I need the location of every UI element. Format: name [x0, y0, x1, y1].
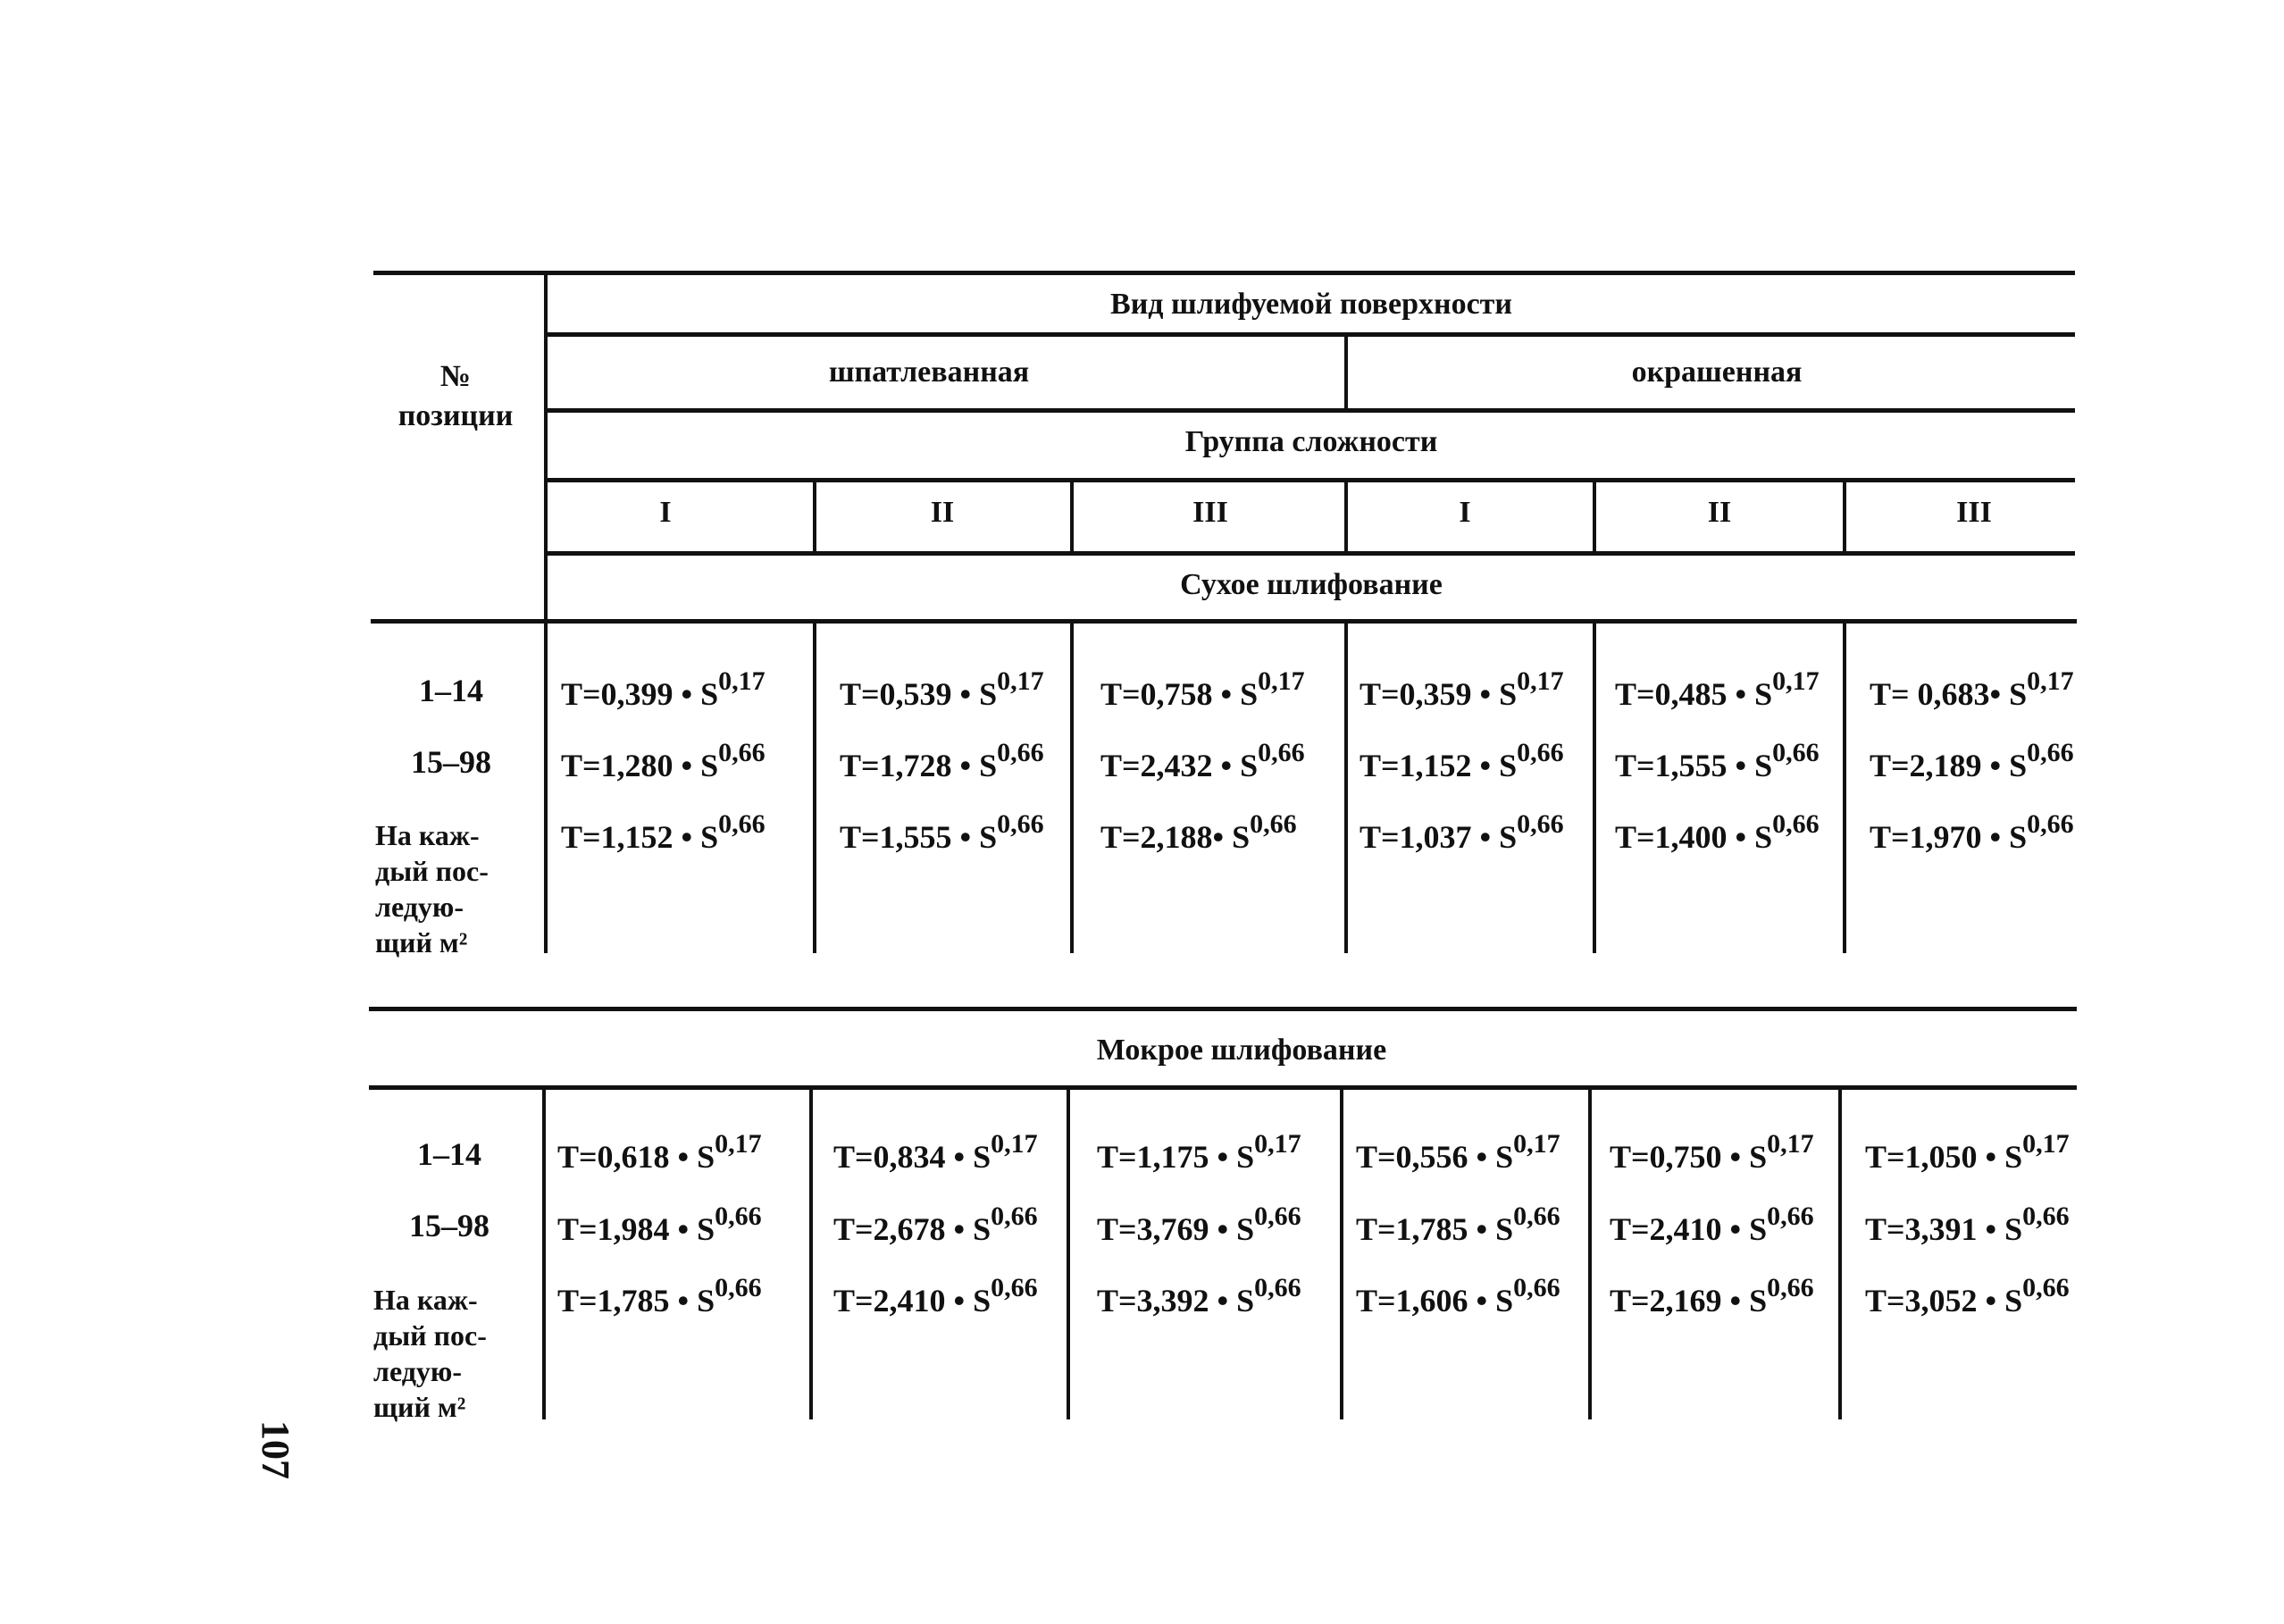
dry-formula-r2-c5: T=1,555 • S$^{0,66}$: [1615, 738, 1820, 783]
group-header-1: I: [659, 496, 672, 529]
group-divider-4: [1593, 480, 1596, 555]
dry-col-divider-3: [1344, 621, 1348, 953]
wet-formula-r1-c6: T=1,050 • S$^{0,17}$: [1865, 1129, 2070, 1175]
rule-under-groups: [546, 551, 2075, 556]
wet-section-title: Мокрое шлифование: [1096, 1034, 1387, 1067]
group-header-6: III: [1956, 496, 1992, 529]
wet-formula-r1-c3: T=1,175 • S$^{0,17}$: [1097, 1129, 1301, 1175]
dry-section-title: Сухое шлифование: [1180, 568, 1443, 601]
position-column-divider: [544, 271, 548, 621]
dry-formula-r1-c5: T=0,485 • S$^{0,17}$: [1615, 666, 1820, 712]
wet-position-1: 1–14: [417, 1136, 481, 1172]
dry-formula-r1-c1: T=0,399 • S$^{0,17}$: [561, 666, 766, 712]
wet-formula-r2-c5: T=2,410 • S$^{0,66}$: [1610, 1201, 1814, 1247]
wet-formula-r3-c1: T=1,785 • S$^{0,66}$: [557, 1273, 762, 1318]
dry-col-divider-2: [1070, 621, 1074, 953]
dry-formula-r1-c3: T=0,758 • S$^{0,17}$: [1100, 666, 1305, 712]
rule-under-surface-type: [546, 332, 2075, 337]
dry-col-divider-1: [813, 621, 816, 953]
dry-formula-r2-c4: T=1,152 • S$^{0,66}$: [1360, 738, 1564, 783]
dry-position-3: На каж- дый пос- ледую- щий м²: [375, 819, 489, 958]
wet-formula-r3-c5: T=2,169 • S$^{0,66}$: [1610, 1273, 1814, 1318]
dry-formula-r1-c2: T=0,539 • S$^{0,17}$: [840, 666, 1044, 712]
wet-formula-r3-c3: T=3,392 • S$^{0,66}$: [1097, 1273, 1301, 1318]
wet-col-divider-0: [542, 1087, 546, 1419]
surface-puttied-header: шпатлеванная: [828, 356, 1030, 389]
dry-formula-r2-c3: T=2,432 • S$^{0,66}$: [1100, 738, 1305, 783]
dry-formula-r3-c6: T=1,970 • S$^{0,66}$: [1870, 809, 2074, 855]
rule-under-dry-title: [371, 619, 2077, 624]
wet-formula-r3-c4: T=1,606 • S$^{0,66}$: [1356, 1273, 1560, 1318]
wet-formula-r1-c5: T=0,750 • S$^{0,17}$: [1610, 1129, 1814, 1175]
wet-col-divider-5: [1838, 1087, 1842, 1419]
wet-col-divider-3: [1340, 1087, 1343, 1419]
wet-formula-r1-c4: T=0,556 • S$^{0,17}$: [1356, 1129, 1560, 1175]
wet-formula-r1-c2: T=0,834 • S$^{0,17}$: [833, 1129, 1038, 1175]
group-divider-5: [1843, 480, 1846, 555]
surface-painted-header: окрашенная: [1631, 356, 1803, 389]
dry-formula-r3-c3: T=2,188• S$^{0,66}$: [1100, 809, 1297, 855]
dry-formula-r3-c5: T=1,400 • S$^{0,66}$: [1615, 809, 1820, 855]
surface-divider: [1344, 334, 1348, 411]
wet-position-2: 15–98: [409, 1208, 489, 1243]
group-header-3: III: [1192, 496, 1228, 529]
group-divider-2: [1070, 480, 1074, 555]
group-divider-3: [1344, 480, 1348, 555]
table-top-rule: [373, 271, 2075, 275]
dry-formula-r3-c1: T=1,152 • S$^{0,66}$: [561, 809, 766, 855]
wet-formula-r2-c2: T=2,678 • S$^{0,66}$: [833, 1201, 1038, 1247]
rule-above-wet-title: [369, 1007, 2077, 1011]
complexity-group-header: Группа сложности: [1184, 425, 1438, 458]
rule-under-surface: [546, 408, 2075, 413]
dry-formula-r2-c1: T=1,280 • S$^{0,66}$: [561, 738, 766, 783]
dry-formula-r3-c2: T=1,555 • S$^{0,66}$: [840, 809, 1044, 855]
group-header-4: I: [1459, 496, 1471, 529]
wet-col-divider-1: [809, 1087, 813, 1419]
wet-formula-r1-c1: T=0,618 • S$^{0,17}$: [557, 1129, 762, 1175]
dry-formula-r2-c2: T=1,728 • S$^{0,66}$: [840, 738, 1044, 783]
wet-col-divider-2: [1067, 1087, 1070, 1419]
dry-formula-r3-c4: T=1,037 • S$^{0,66}$: [1360, 809, 1564, 855]
dry-col-divider-5: [1843, 621, 1846, 953]
surface-type-header: Вид шлифуемой поверхности: [1110, 288, 1512, 321]
wet-formula-r2-c6: T=3,391 • S$^{0,66}$: [1865, 1201, 2070, 1247]
dry-position-2: 15–98: [411, 744, 491, 780]
page-number: 107: [254, 1420, 297, 1479]
dry-position-1: 1–14: [419, 673, 483, 708]
wet-formula-r3-c2: T=2,410 • S$^{0,66}$: [833, 1273, 1038, 1318]
wet-position-3: На каж- дый пос- ледую- щий м²: [373, 1284, 487, 1423]
group-header-5: II: [1707, 496, 1732, 529]
rule-under-wet-title: [369, 1085, 2077, 1090]
dry-formula-r1-c4: T=0,359 • S$^{0,17}$: [1360, 666, 1564, 712]
wet-formula-r3-c6: T=3,052 • S$^{0,66}$: [1865, 1273, 2070, 1318]
wet-col-divider-4: [1588, 1087, 1592, 1419]
group-header-2: II: [930, 496, 955, 529]
dry-formula-r2-c6: T=2,189 • S$^{0,66}$: [1870, 738, 2074, 783]
dry-col-divider-0: [544, 621, 548, 953]
position-header: № позиции: [397, 360, 514, 432]
dry-formula-r1-c6: T= 0,683• S$^{0,17}$: [1870, 666, 2074, 712]
wet-formula-r2-c3: T=3,769 • S$^{0,66}$: [1097, 1201, 1301, 1247]
wet-formula-r2-c1: T=1,984 • S$^{0,66}$: [557, 1201, 762, 1247]
group-divider-1: [813, 480, 816, 555]
wet-formula-r2-c4: T=1,785 • S$^{0,66}$: [1356, 1201, 1560, 1247]
dry-col-divider-4: [1593, 621, 1596, 953]
